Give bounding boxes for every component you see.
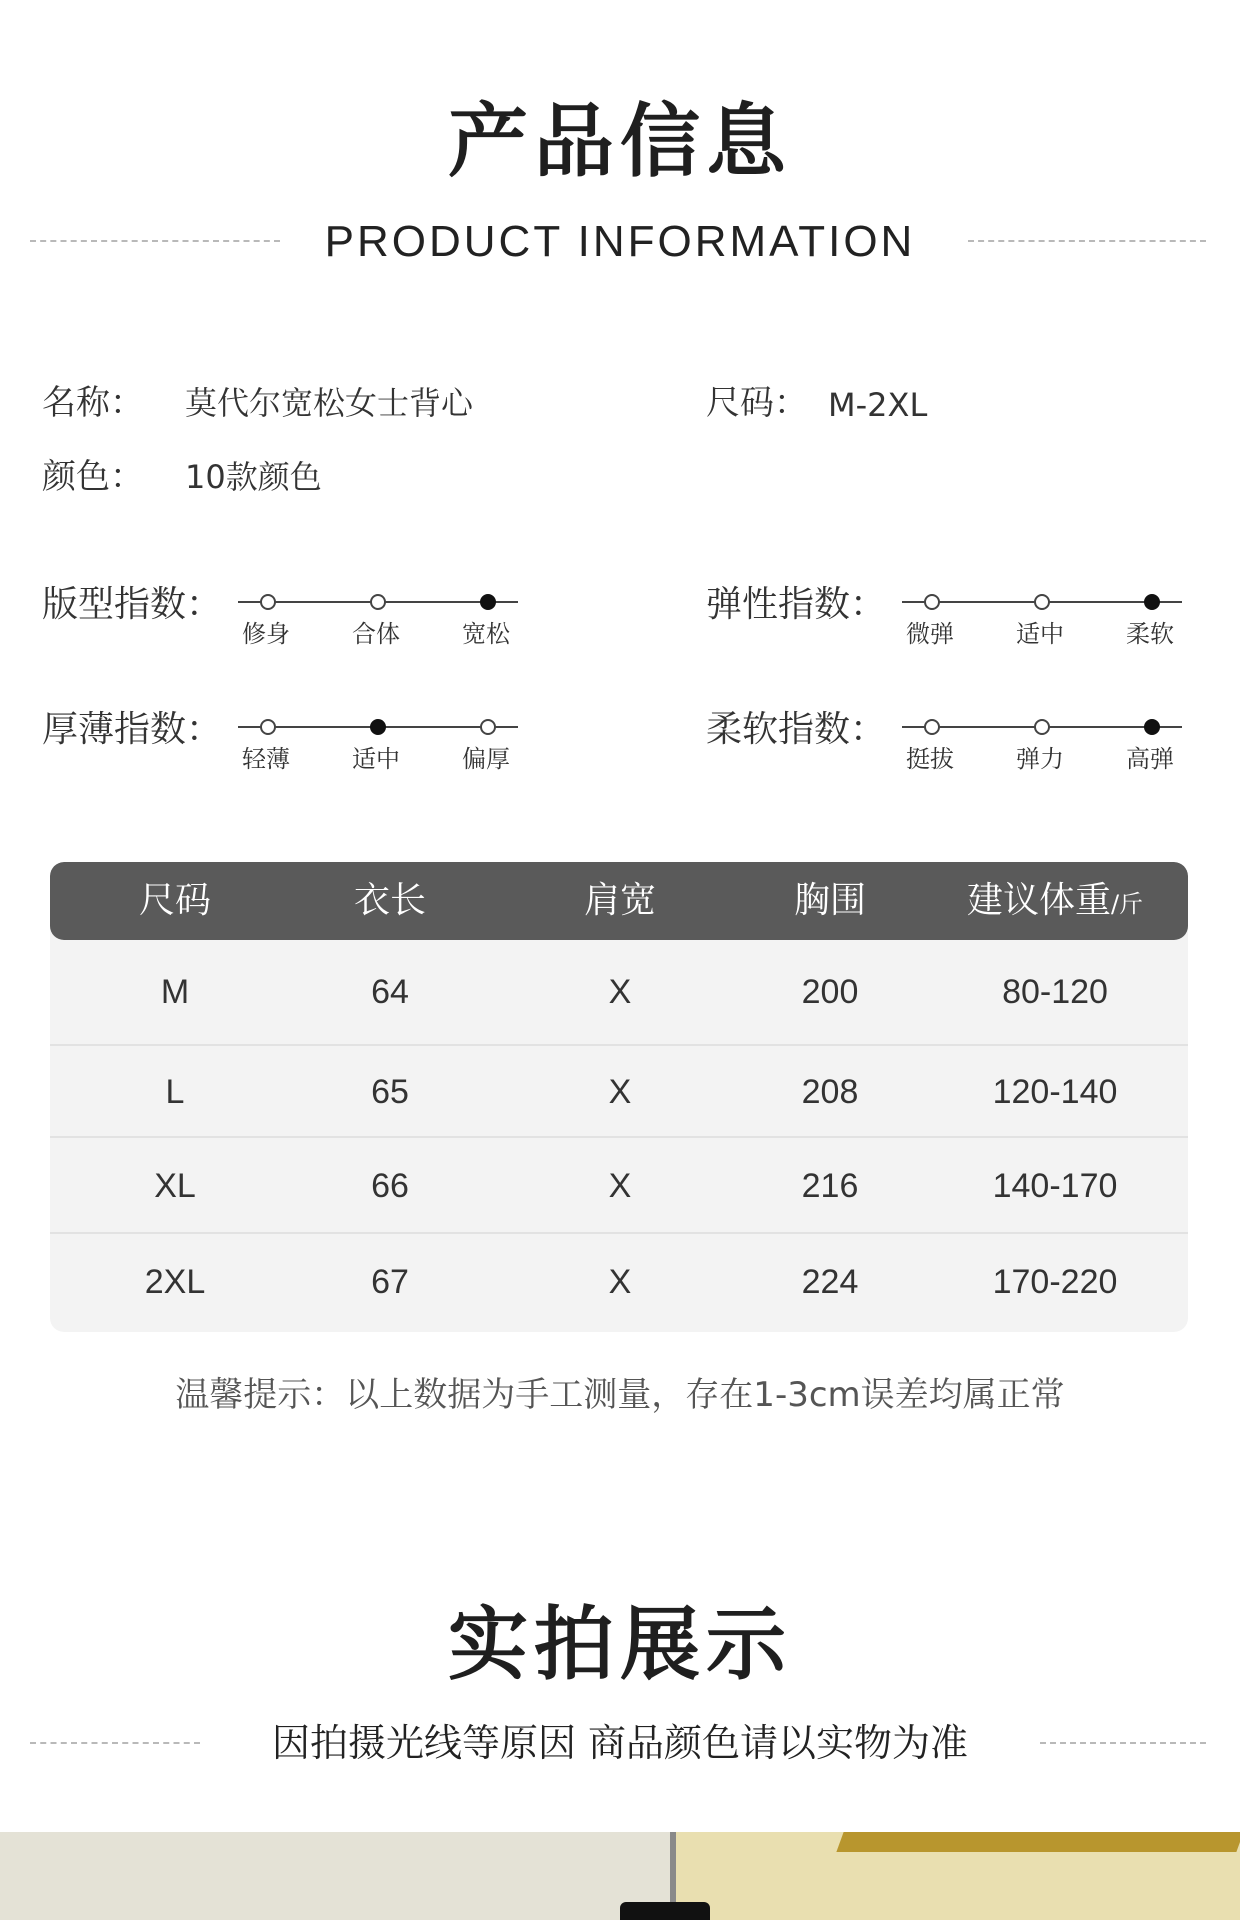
softness-index-scale: [902, 708, 1182, 773]
size-table-header: [50, 862, 1188, 940]
cell-length: 65: [371, 1073, 409, 1111]
photo-gold-rail: [836, 1832, 1240, 1852]
size-label: 尺码：: [706, 383, 808, 423]
scale-dot: [924, 719, 940, 735]
cell-length: 66: [371, 1167, 409, 1205]
header-size: 尺码: [138, 880, 211, 921]
scale-option-label: 弹力: [1016, 745, 1064, 773]
scale-option-label: 柔软: [1126, 620, 1174, 648]
scale-option-label: 轻薄: [242, 745, 290, 773]
softness-index-label: 柔软指数：: [706, 709, 887, 750]
scale-option-label: 适中: [352, 745, 400, 773]
scale-dot: [1034, 719, 1050, 735]
scale-option-label: 高弹: [1126, 745, 1174, 773]
scale-option-label: 修身: [242, 620, 290, 648]
scale-dot: [1144, 719, 1160, 735]
name-label: 名称：: [42, 383, 144, 423]
scale-dot: [480, 719, 496, 735]
section-subtitle-en: PRODUCT INFORMATION: [324, 217, 916, 266]
cell-weight: 170-220: [992, 1263, 1118, 1301]
scale-dot: [260, 594, 276, 610]
table-row: [50, 1138, 1188, 1234]
cell-chest: 216: [801, 1167, 859, 1205]
photo-hanger: [620, 1902, 710, 1920]
cell-chest: 224: [801, 1263, 859, 1301]
thickness-index-scale: [238, 708, 518, 773]
section-subtitle-photos: 因拍摄光线等原因 商品颜色请以实物为准: [271, 1721, 969, 1765]
color-value: 10款颜色: [185, 458, 322, 496]
section-title-product-info: 产品信息: [448, 95, 792, 188]
scale-option-label: 宽松: [462, 620, 510, 648]
elasticity-index-scale: [902, 583, 1182, 648]
scale-dot: [1034, 594, 1050, 610]
cell-length: 64: [371, 973, 409, 1011]
cell-size: L: [165, 1073, 185, 1111]
section-title-photos: 实拍展示: [448, 1598, 792, 1691]
cell-chest: 200: [801, 973, 859, 1011]
table-row: [50, 944, 1188, 1040]
header-chest: 胸围: [793, 880, 866, 921]
thickness-index-label: 厚薄指数：: [42, 709, 223, 750]
cell-shoulder: X: [608, 1167, 632, 1205]
scale-dot: [370, 719, 386, 735]
header-weight-label: 建议体重: [966, 880, 1111, 921]
cell-chest: 208: [801, 1073, 859, 1111]
elasticity-index-label: 弹性指数：: [706, 584, 887, 625]
scale-dot: [260, 719, 276, 735]
scale-dot: [924, 594, 940, 610]
size-value: M-2XL: [828, 386, 928, 424]
divider-right: [968, 240, 1206, 242]
scale-dot: [370, 594, 386, 610]
fit-index-label: 版型指数：: [42, 584, 223, 625]
scale-option-label: 合体: [352, 620, 400, 648]
cell-length: 67: [371, 1263, 409, 1301]
cell-size: M: [160, 973, 190, 1011]
cell-shoulder: X: [608, 1263, 632, 1301]
scale-dot: [1144, 594, 1160, 610]
size-table: [50, 862, 1188, 1332]
scale-option-label: 挺拔: [906, 745, 954, 773]
fit-index-scale: [238, 583, 518, 648]
cell-weight: 80-120: [1002, 973, 1108, 1011]
table-row: [50, 1044, 1188, 1140]
scale-option-label: 微弹: [906, 620, 954, 648]
header-length: 衣长: [353, 880, 426, 921]
scale-dot: [480, 594, 496, 610]
header-weight: [910, 862, 1188, 940]
cell-shoulder: X: [608, 973, 632, 1011]
color-label: 颜色：: [42, 457, 144, 497]
cell-shoulder: X: [608, 1073, 632, 1111]
scale-option-label: 适中: [1016, 620, 1064, 648]
name-value: 莫代尔宽松女士背心: [185, 384, 474, 422]
header-shoulder: 肩宽: [583, 880, 656, 921]
measurement-note: 温馨提示：以上数据为手工测量，存在1-3cm误差均属正常: [175, 1375, 1065, 1415]
product-photo: [0, 1832, 1240, 1920]
table-row: [50, 1234, 1188, 1330]
cell-size: 2XL: [144, 1263, 206, 1301]
header-weight-unit: /斤: [1110, 890, 1144, 918]
scale-option-label: 偏厚: [462, 745, 510, 773]
cell-size: XL: [154, 1167, 196, 1205]
divider-right-2: [1040, 1742, 1206, 1744]
cell-weight: 140-170: [992, 1167, 1118, 1205]
cell-weight: 120-140: [992, 1073, 1118, 1111]
